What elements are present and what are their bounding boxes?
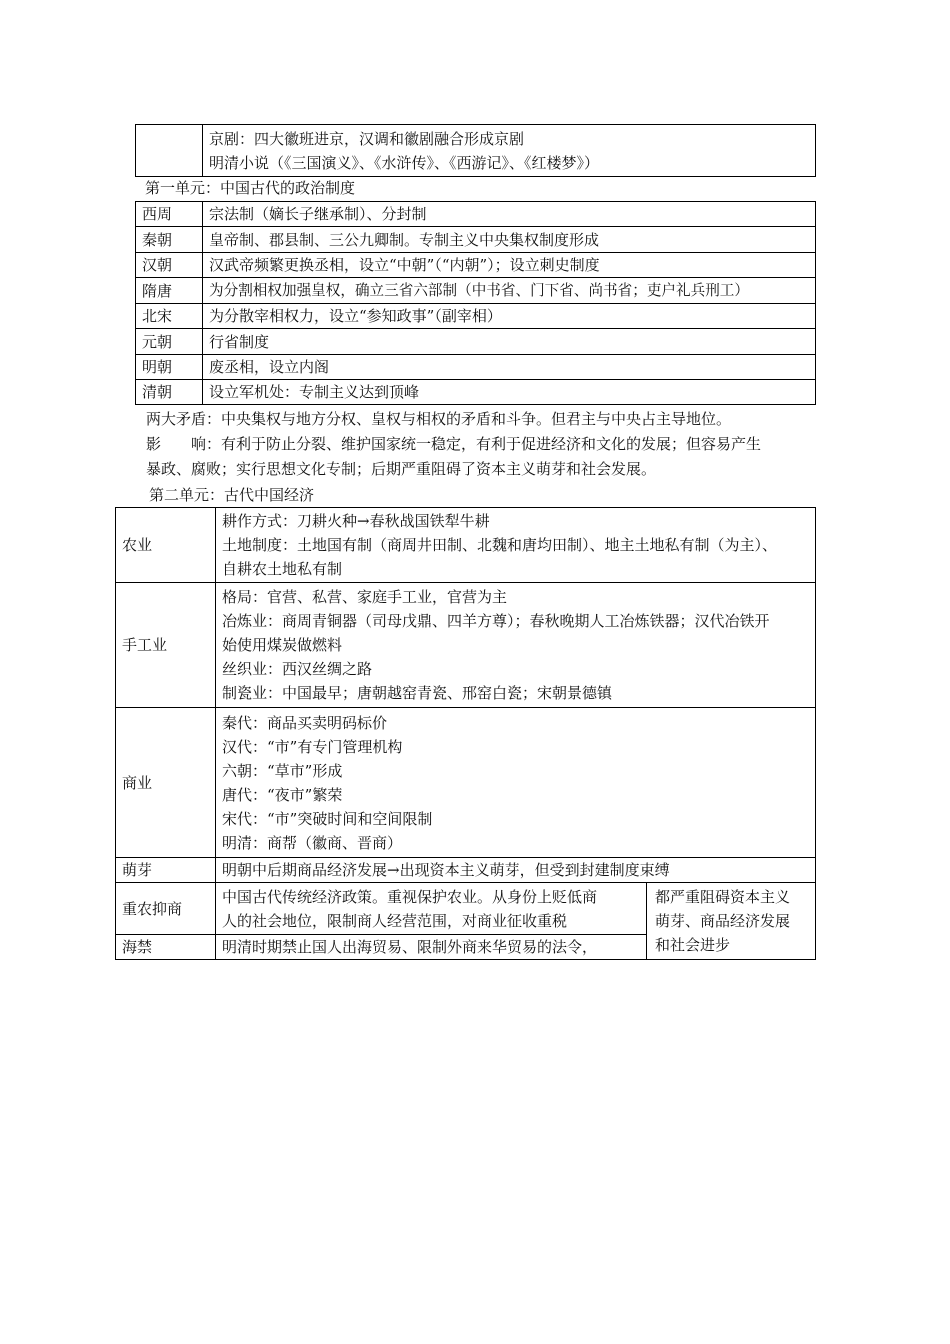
influence-label: 影 响： <box>146 435 222 453</box>
effect-cell <box>647 883 816 960</box>
system-cell: 为分散宰相权力，设立“参知政事”（副宰相） <box>203 304 816 329</box>
detail-line: 宋代：“市”突破时间和空间限制 <box>222 809 433 828</box>
detail-line: 明清：商帮（徽商、晋商） <box>222 833 403 852</box>
category-cell: 萌芽 <box>116 858 216 883</box>
dynasty-cell: 汉朝 <box>136 253 203 278</box>
effect-line: 都严重阻碍资本主义 <box>655 888 791 906</box>
influence-paragraph <box>146 432 814 456</box>
top-table <box>135 124 816 177</box>
detail-line: 始使用煤炭做燃料 <box>222 636 343 654</box>
table-row <box>136 253 816 278</box>
system-cell: 行省制度 <box>203 329 816 355</box>
table-row <box>136 227 816 253</box>
table-row <box>116 883 816 935</box>
category-cell: 重农抑商 <box>116 883 216 935</box>
unit2-heading: 第二单元：古代中国经济 <box>149 486 315 504</box>
detail-line: 格局：官营、私营、家庭手工业，官营为主 <box>222 588 508 606</box>
detail-line: 六朝：“草市”形成 <box>222 761 343 780</box>
contradiction-text: 两大矛盾：中央集权与地方分权、皇权与相权的矛盾和斗争。但君主与中央占主导地位。 <box>146 410 732 428</box>
detail-line: 制瓷业：中国最早；唐朝越窑青瓷、邢窑白瓷；宋朝景德镇 <box>222 684 613 702</box>
system-cell: 废丞相，设立内阁 <box>203 355 816 380</box>
detail-line: 人的社会地位，限制商人经营范围，对商业征收重税 <box>222 911 568 930</box>
top-table-empty-cell <box>136 125 203 177</box>
dynasty-cell: 秦朝 <box>136 227 203 253</box>
influence-text: 有利于防止分裂、维护国家统一稳定，有利于促进经济和文化的发展；但容易产生 <box>221 435 762 453</box>
detail-line: 耕作方式：刀耕火种→春秋战国铁犁牛耕 <box>222 512 490 530</box>
detail-cell <box>216 583 816 708</box>
category-cell: 手工业 <box>116 583 216 708</box>
detail-line: 土地制度：土地国有制（商周井田制、北魏和唐均田制）、地主土地私有制（为主）、 <box>222 536 778 554</box>
dynasty-cell: 清朝 <box>136 380 203 405</box>
detail-cell <box>216 508 816 583</box>
detail-cell: 明清时期禁止国人出海贸易、限制外商来华贸易的法令， <box>216 935 647 960</box>
category-cell: 农业 <box>116 508 216 583</box>
category-cell: 海禁 <box>116 935 216 960</box>
table-row <box>136 355 816 380</box>
top-table-line: 明清小说（《三国演义》、《水浒传》、《西游记》、《红楼梦》） <box>209 153 600 172</box>
dynasty-cell: 北宋 <box>136 304 203 329</box>
dynasty-cell: 隋唐 <box>136 278 203 304</box>
detail-line: 中国古代传统经济政策。重视保护农业。从身份上贬低商 <box>222 887 598 906</box>
dynasty-cell: 明朝 <box>136 355 203 380</box>
table-row <box>116 508 816 583</box>
dynasty-cell: 西周 <box>136 202 203 227</box>
system-cell: 宗法制（嫡长子继承制）、分封制 <box>203 202 816 227</box>
detail-line: 秦代：商品买卖明码标价 <box>222 713 388 732</box>
table-row <box>136 304 816 329</box>
system-cell <box>203 278 816 304</box>
table-row <box>136 278 816 304</box>
top-table-line: 京剧：四大徽班进京，汉调和徽剧融合形成京剧 <box>209 129 525 148</box>
system-cell: 设立军机处：专制主义达到顶峰 <box>203 380 816 405</box>
system-cell: 汉武帝频繁更换丞相，设立“中朝”（“内朝”）；设立刺史制度 <box>203 253 816 278</box>
influence-continuation: 暴政、腐败；实行思想文化专制；后期严重阻碍了资本主义萌芽和社会发展。 <box>146 460 657 478</box>
table-row <box>116 583 816 708</box>
effect-line: 萌芽、商品经济发展 <box>655 912 791 930</box>
unit1-heading: 第一单元：中国古代的政治制度 <box>145 179 356 197</box>
detail-line: 自耕农土地私有制 <box>222 560 343 578</box>
top-table-content-cell <box>203 125 816 177</box>
politics-table <box>135 201 816 405</box>
table-row <box>136 202 816 227</box>
economy-table <box>115 507 816 960</box>
detail-line: 冶炼业：商周青铜器（司母戊鼎、四羊方尊）；春秋晚期人工冶炼铁器；汉代冶铁开 <box>222 612 770 630</box>
detail-cell: 明朝中后期商品经济发展→出现资本主义萌芽，但受到封建制度束缚 <box>216 858 816 883</box>
detail-line: 汉代：“市”有专门管理机构 <box>222 737 403 756</box>
table-row <box>136 329 816 355</box>
category-cell: 商业 <box>116 708 216 858</box>
table-row <box>136 380 816 405</box>
table-row <box>116 708 816 858</box>
detail-cell <box>216 883 647 935</box>
dynasty-cell: 元朝 <box>136 329 203 355</box>
detail-cell <box>216 708 816 858</box>
table-row <box>116 858 816 883</box>
system-text: 为分割相权加强皇权，确立三省六部制（中书省、门下省、尚书省；吏户礼兵刑工） <box>209 281 749 299</box>
effect-line: 和社会进步 <box>655 936 731 954</box>
detail-line: 唐代：“夜市”繁荣 <box>222 785 343 804</box>
system-cell: 皇帝制、郡县制、三公九卿制。专制主义中央集权制度形成 <box>203 227 816 253</box>
detail-line: 丝织业：西汉丝绸之路 <box>222 660 373 678</box>
